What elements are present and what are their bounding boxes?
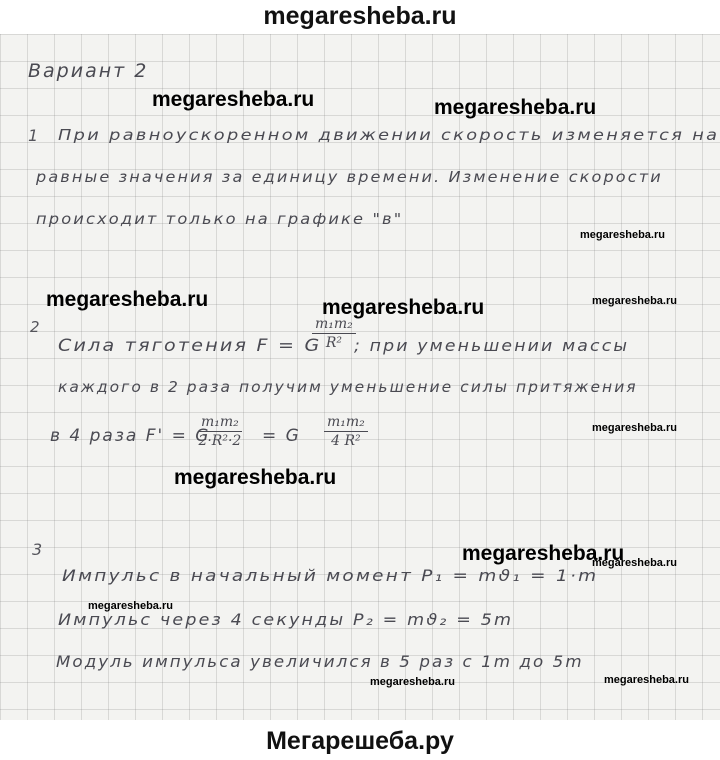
fraction-1-denominator: R² [325, 335, 342, 351]
handwritten-sheet [0, 34, 720, 720]
watermark: megaresheba.ru [592, 422, 677, 434]
task-3-line-2: Импульс через 4 секунды P₂ = mϑ₂ = 5m [58, 610, 514, 629]
watermark: megaresheba.ru [370, 676, 455, 688]
site-header: megaresheba.ru [263, 2, 457, 30]
task-1-number: 1 [28, 126, 39, 145]
watermark: megaresheba.ru [88, 600, 173, 612]
task-2-fraction-1 [312, 316, 356, 351]
watermark: megaresheba.ru [592, 557, 677, 569]
task-3-number: 3 [32, 540, 43, 559]
fraction-2-numerator: m₁m₂ [198, 414, 242, 432]
watermark: megaresheba.ru [580, 229, 665, 241]
task-1-line-3: происходит только на графике "в" [36, 210, 404, 228]
watermark: megaresheba.ru [462, 542, 625, 565]
watermark: megaresheba.ru [592, 295, 677, 307]
task-1-line-1: При равноускоренном движении скорость изменяется на [58, 126, 720, 144]
fraction-2-denominator: 2·R²·2 [198, 433, 242, 449]
watermark: megaresheba.ru [604, 674, 689, 686]
task-3-line-3: Модуль импульса увеличился в 5 раз с 1m до 5m [56, 652, 584, 671]
task-2-fraction-3 [324, 414, 368, 449]
task-2-line-1-after: ; при уменьшении массы [354, 336, 630, 355]
fraction-1-numerator: m₁m₂ [312, 316, 356, 334]
site-footer: Мегарешеба.ру [266, 727, 454, 755]
task-3-line-1: Импульс в начальный момент P₁ = mϑ₁ = 1·m [62, 566, 599, 585]
task-2-line-3-text: в 4 раза F' = G [50, 426, 211, 446]
task-2-fraction-2 [198, 414, 242, 449]
fraction-3-numerator: m₁m₂ [324, 414, 368, 432]
watermark: megaresheba.ru [46, 288, 209, 311]
task-2-equals-g: = G [262, 426, 301, 446]
variant-heading: Вариант 2 [28, 60, 149, 82]
watermark: megaresheba.ru [152, 88, 315, 111]
fraction-3-denominator: 4 R² [331, 433, 361, 449]
task-2-line-1-text: Сила тяготения F = G [58, 336, 322, 356]
task-2-number: 2 [30, 318, 40, 336]
watermark: megaresheba.ru [434, 96, 597, 119]
watermark: megaresheba.ru [174, 466, 337, 489]
task-1-line-2: равные значения за единицу времени. Изменение скорости [36, 168, 663, 186]
task-2-line-2: каждого в 2 раза получим уменьшение силы притяжения [58, 378, 638, 396]
watermark: megaresheba.ru [322, 296, 485, 319]
